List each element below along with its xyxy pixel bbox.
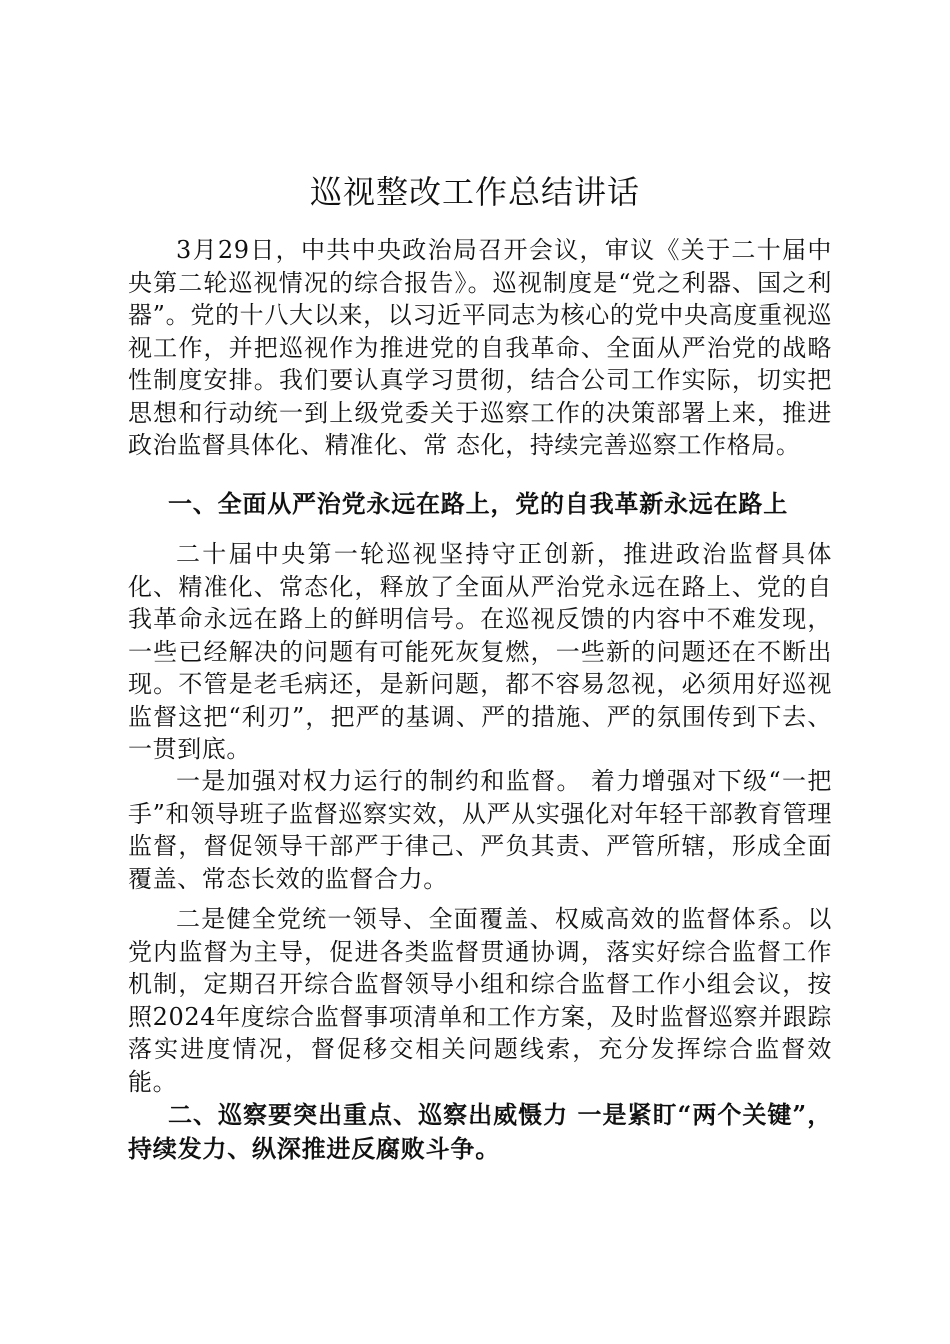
intro-paragraph: 3月29日，中共中央政治局召开会议，审议《关于二十届中央第二轮巡视情况的综合报告》。巡视制度是“党之利器、国之利器”。党的十八大以来，以习近平同志为核心的党中央高度重视巡视工作，并把巡视作为推进党的自我革命、全面从严治党的战略性制度安排。我们要认真学习贯彻，结合公司工作实际，切实把思想和行动统一到上级党委关于巡察工作的决策部署上来，推进政治监督具体化、精准化、常 态化，持续完善巡察工作格局。	[128, 236, 832, 459]
document-title: 巡视整改工作总结讲话	[309, 173, 640, 211]
section-heading-2: 二、巡察要突出重点、巡察出威慑力 一是紧盯“两个关键”，持续发力、纵深推进反腐败斗争。	[128, 1100, 832, 1163]
point-2-paragraph: 二是健全党统一领导、全面覆盖、权威高效的监督体系。以党内监督为主导，促进各类监督贯通协调，落实好综合监督工作机制，定期召开综合监督领导小组和综合监督工作小组会议，按照2024年度综合监督事项清单和工作方案，及时监督巡察并跟踪落实进度情况，督促移交相关问题线索，充分发挥综合监督效能。	[128, 905, 832, 1096]
point-1-paragraph: 一是加强对权力运行的制约和监督。 着力增强对下级“一把手”和领导班子监督巡察实效，从严从实强化对年轻干部教育管理监督，督促领导干部严于律己、严负其责、严管所辖，形成全面覆盖、常态长效的监督合力。	[128, 767, 832, 893]
section-1-paragraph: 二十届中央第一轮巡视坚持守正创新，推进政治监督具体化、精准化、常态化，释放了全面从严治党永远在路上、党的自我革命永远在路上的鲜明信号。在巡视反馈的内容中不难发现，一些已经解决的问题有可能死灰复燃，一些新的问题还在不断出现。不管是老毛病还，是新问题，都不容易忽视，必须用好巡视监督这把“利刃”，把严的基调、严的措施、严的氛围传到下去、一贯到底。	[128, 540, 832, 763]
section-heading-1: 一、全面从严治党永远在路上，党的自我革新永远在路上	[168, 489, 788, 518]
